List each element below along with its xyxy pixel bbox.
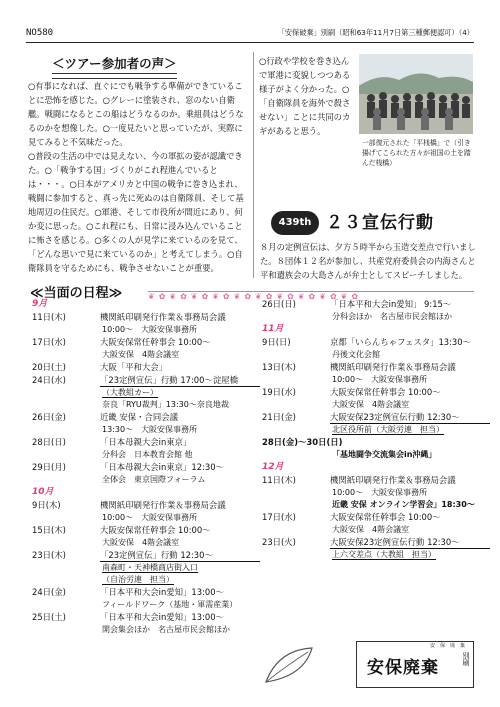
voices-paragraph-1: ○有事になれば、直ぐにでも戦争する準備ができていることに恐怖を感じた。○グレーに塗装され、窓のない自衛艦。戦闘になるとこの船はどうなるのか。乗組員はどうなるのかを想像した。○一度見たいと思っていたが、実際に見てみると不気味だった。 [28,81,244,147]
schedule-event-date: 25日(土) [32,612,66,622]
schedule-event-date: 9日(木) [32,500,61,510]
voices-title [52,54,177,79]
voices-paragraph-2: ○普段の生活の中では見えない、今の軍拡の姿が認識できた。○「戦争する国」づくりがこれ程進んでいるとは・・・。○日本がアメリカと中国の戦争に巻き込まれ、戦闘に参加すると、真っ先に死ぬのは自衛隊員、そして基地周辺の住民だ。○軍港、そして市役所が間近にあり、何か変に思った。○これ程にも、日常に浸み込んでいることに怖さを感じる。○多くの人が見学に来ているのを見て、「どんな思いで見に来ているのか」と考えてしまう。○自衛隊員を守るためにも、戦争させないことが重要。 [28,151,244,273]
schedule-event [32,411,260,424]
schedule-event [32,611,260,624]
schedule-event-date: 21日(金) [262,412,296,422]
schedule-event [262,298,490,311]
voices-title-text: ＜ツアー参加者の声＞ [52,56,177,71]
schedule-event [262,336,490,349]
schedule-event-date: 9日(日) [262,337,291,347]
schedule-event-text: 「日本平和大会in愛知」13:00〜 [100,612,224,622]
schedule-event-detail: 上六交差点（大教組 担当） [332,550,436,559]
schedule-event [32,461,260,474]
schedule-event-detail: 10:00〜 大阪安保事務所 [102,513,198,522]
schedule-event [32,586,260,599]
schedule-event-text: 機関紙印刷発行作業＆事務局会議 [100,500,226,510]
page-header [26,26,474,43]
schedule-event-text: 大阪安保常任幹事会 10:00〜 [100,525,211,535]
schedule-event-date: 23日(火) [262,537,296,547]
schedule-event-text: 京都「いらんちゃフェスタ」13:30〜 [330,337,471,347]
schedule-event-detail: 13:30〜 大阪安保事務所 [102,425,198,434]
schedule-event-detail: （自治労連 担当） [102,575,174,584]
schedule-event-detail: 丹後文化会館 [332,350,380,359]
schedule-month-heading: 9月 [32,299,48,309]
column-divider [253,52,254,278]
schedule-event-text: 「23定例宣伝」行動 12:30〜 [100,549,260,562]
schedule-event-date: 29日(月) [32,462,66,472]
schedule-event-detail: 分科会ほか 名古屋市民会館ほか [332,312,452,321]
schedule-month-heading: 12月 [262,462,284,472]
schedule-event-detail: 奈良「RYU裁判」13:30〜奈良地裁 [102,400,229,409]
schedule-event-text: 「日本母親大会in東京」12:30〜 [100,462,224,472]
schedule-event [262,361,490,374]
logo-main-text: 安保廃棄 [367,658,439,678]
schedule-event-text: 「日本母親大会in東京」 [100,437,192,447]
schedule-event [262,474,490,487]
schedule-event-detail: （大教組カー） [102,388,158,397]
schedule-event-detail: 「基地闘争交流集会in沖縄」 [332,450,437,459]
schedule-event-text [343,436,491,449]
schedule-event-text: 「日本平和大会in愛知」 9:15〜 [330,299,452,309]
schedule-decoration: ❦✿❦✿❦✿❦✿❦✿❦✿❦✿❦✿❦✿❦✿ [148,291,474,300]
schedule-event [32,499,260,512]
schedule-right-column [262,298,490,561]
schedule-event [32,436,260,449]
schedule-event-text: 機関紙印刷発行作業＆事務局会議 [100,312,226,322]
schedule-event-date: 20日(土) [32,362,66,372]
logo-side-text: 別刷 [462,652,470,666]
schedule-event-detail: 10:00〜 大阪安保事務所 [332,488,428,497]
schedule-event-detail: 大阪安保 4階会議室 [332,400,410,409]
schedule-event [262,386,490,399]
schedule-event-date: 19日(水) [262,387,296,397]
schedule-event-text: 大阪安保23定例宣伝行動 12:30〜 [330,536,490,549]
schedule-event-detail: 北区役所前（大阪労連 担当） [332,425,444,434]
schedule-event-detail: 大阪安保 4階会議室 [102,350,180,359]
publication-info: 「安保破棄」別刷（昭和63年11月7日第三種郵便認可）（4） [277,28,474,37]
schedule-event-text: 「日本平和大会in愛知」13:00〜 [100,587,224,597]
action-count-badge: 439th [271,211,319,235]
schedule-event-text: 近畿 安保・合同会議 [100,412,179,422]
schedule-event-text: 大阪安保23定例宣伝行動 12:30〜 [330,411,490,424]
schedule-left-column [32,298,260,636]
leaf-illustration [258,642,318,687]
schedule-event-date: 26日(日) [262,299,296,309]
schedule-event-date: 17日(水) [32,337,66,347]
schedule-event-detail: 南森町・天神橋商店街入口 [102,563,198,572]
schedule-event-date: 13日(木) [262,362,296,372]
schedule-event-text: 「23定例宣伝」行動 17:00〜淀屋橋 [100,374,260,387]
schedule-event-text: 機関紙印刷発行作業＆事務局会議 [330,475,456,485]
schedule-event-text: 機関紙印刷発行作業＆事務局会議 [330,362,456,372]
voices-continuation: ○行政や学校を巻き込んで軍港に変貌しつつある様子がよく分かった。○「自衛隊員を海外で殺させない」ことに共同のカギがあると思う。 [259,56,351,136]
newsletter-logo-box [356,641,474,688]
action-title: ２３宣伝行動 [326,213,434,233]
schedule-event-detail: 10:00〜 大阪安保事務所 [332,375,428,384]
issue-number: NO580 [26,28,54,38]
schedule-event-date: 28日(金)〜30日(日) [262,437,343,447]
schedule-event-date: 24日(水) [32,375,66,385]
schedule-month-heading: 11月 [262,324,284,334]
schedule-event-detail: 全体会 東京国際フォーラム [102,475,206,484]
schedule-event-date: 11日(木) [262,475,296,485]
schedule-event-date: 15日(木) [32,525,66,535]
schedule-event-date: 11日(木) [32,312,66,322]
schedule-event-detail: フィールドワーク（基地・軍需産業） [102,600,238,609]
schedule-event [262,511,490,524]
schedule-event [262,536,490,549]
schedule-event [32,361,260,374]
action-body: ８月の定例宣伝は、夕方５時半から玉造交差点で行いました。８団体１２名が参加し、共産党府委員会の内海さんと平和遺族会の大島さんが弁士としてスピーチしました。 [260,242,476,280]
group-photo [359,54,473,134]
schedule-event-text: 大阪安保常任幹事会 10:00〜 [100,337,211,347]
schedule-event-detail: 大阪安保 4階会議室 [332,525,410,534]
schedule-event [32,311,260,324]
schedule-event-date: 26日(金) [32,412,66,422]
schedule-event [32,336,260,349]
schedule-event-text: 大阪安保常任幹事会 10:00〜 [330,387,441,397]
schedule-event-text: 大阪「平和大会」 [100,362,167,372]
schedule-event [32,374,260,387]
schedule-title: ≪当面の日程≫ [30,286,123,301]
schedule-event-date: 23日(木) [32,550,66,560]
schedule-event-date: 17日(水) [262,512,296,522]
schedule-event-detail: 近畿 安保 オンライン学習会」18:30〜 [332,500,475,509]
schedule-event-detail: 10:00〜 大阪安保事務所 [102,325,198,334]
schedule-event-detail: 開会集会ほか 名古屋市民会館ほか [102,625,230,634]
schedule-event-date: 28日(日) [32,437,66,447]
schedule-event-date: 24日(金) [32,587,66,597]
schedule-event [262,411,490,424]
voices-body [28,79,250,275]
schedule-event-detail: 分科会 日本教育会館 他 [102,450,193,459]
schedule-event [32,524,260,537]
schedule-event [262,436,490,449]
schedule-month-heading: 10月 [32,487,54,497]
schedule-event-text: 大阪安保常任幹事会 10:00〜 [330,512,441,522]
schedule-event [32,549,260,562]
schedule-event-detail: 大阪安保 4階会議室 [102,538,180,547]
logo-small-text: 安 保 廃 棄 [429,643,465,649]
photo-caption: 一部復元された「平桟橋」で（引き揚げてこられた方々が祖国の土を踏んだ桟橋） [362,139,471,167]
